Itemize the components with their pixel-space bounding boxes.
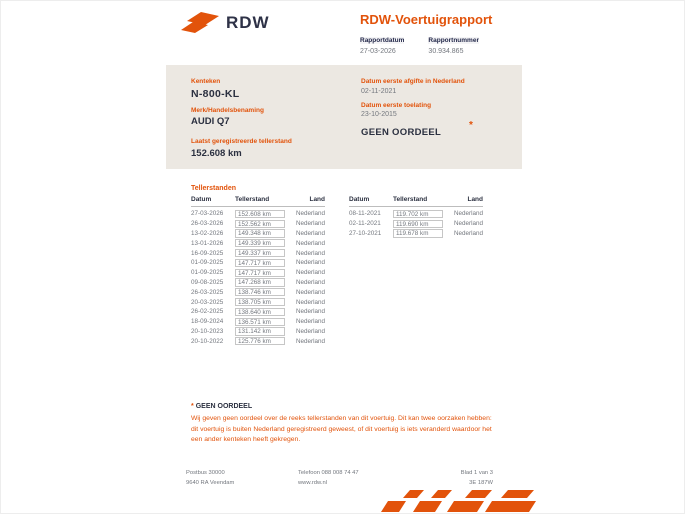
row-land: Nederland [295,308,325,316]
row-datum: 01-09-2025 [191,259,224,267]
row-tellerstand: 149.348 km [235,229,285,237]
table-header-row [349,196,483,207]
row-tellerstand: 138.705 km [235,298,285,306]
footer-address-line2: 9640 RA Veendam [186,479,235,486]
row-tellerstand: 131.142 km [235,327,285,335]
row-land: Nederland [453,229,483,237]
footer-contact [298,470,433,489]
row-datum: 26-02-2025 [191,308,224,316]
report-date [360,37,404,55]
row-tellerstand: 152.562 km [235,220,285,228]
footer-pagination [433,470,493,489]
rdw-logo-text: RDW [226,13,270,32]
row-datum: 18-09-2024 [191,318,224,326]
judgment-text: GEEN OORDEEL [361,127,442,138]
footer-doc-code: 3E 187W [469,479,493,486]
table-row [191,297,325,307]
table-body-right [349,209,483,238]
table-row [191,238,325,248]
row-datum: 08-11-2021 [349,210,381,218]
first-admission-label: Datum eerste toelating [361,101,432,109]
brand-value: AUDI Q7 [191,116,230,127]
page-footer [186,470,493,489]
row-datum: 13-01-2026 [191,239,224,247]
column-header-tellerstand: Tellerstand [393,196,428,203]
odometer-table-title: Tellerstanden [191,185,236,192]
row-tellerstand: 119.678 km [393,229,443,237]
column-header-land: Land [467,196,483,203]
report-date-label: Rapportdatum [360,37,405,44]
footer-website-link[interactable]: www.rdw.nl [298,479,327,486]
row-tellerstand: 138.746 km [235,288,285,296]
row-land: Nederland [453,220,483,228]
row-datum: 13-02-2026 [191,229,224,237]
table-row [191,209,325,219]
table-row [191,336,325,346]
table-row [191,248,325,258]
row-tellerstand: 149.337 km [235,249,285,257]
brand-label: Merk/Handelsbenaming [191,106,264,114]
report-number [428,37,479,55]
row-datum: 09-08-2025 [191,278,224,286]
report-number-value: 30.934.865 [428,48,464,55]
row-land: Nederland [295,298,325,306]
row-land: Nederland [295,337,325,345]
row-datum: 20-10-2023 [191,327,224,335]
first-issue-label: Datum eerste afgifte in Nederland [361,78,465,85]
table-row [191,327,325,337]
vehicle-identity [191,78,264,127]
row-land: Nederland [295,259,325,267]
table-row [191,307,325,317]
row-land: Nederland [295,327,325,335]
vehicle-summary-box [166,65,522,169]
last-odometer [191,138,292,159]
rdw-logo [181,9,270,37]
judgment-note-title [191,403,252,410]
table-row [191,278,325,288]
table-header-row [191,196,325,207]
table-row [191,258,325,268]
table-row [191,268,325,278]
report-title: RDW-Voertuigrapport [360,12,493,27]
column-header-datum: Datum [191,196,212,203]
row-land: Nederland [295,220,325,228]
row-tellerstand: 125.776 km [235,337,285,345]
note-title-text: GEEN OORDEEL [195,403,253,410]
table-row [191,287,325,297]
odometer-table-right [349,196,483,238]
column-header-datum: Datum [349,196,370,203]
table-row [191,229,325,239]
footer-phone: Telefoon 088 008 74 47 [298,470,359,476]
row-tellerstand: 119.702 km [393,210,443,218]
judgment-note-body: Wij geven geen oordeel over de reeks tellerstanden van dit voertuig. Dit kan twee oorzaken hebben: dit voertuig is buiten Nederland geregistreerd geweest, of dit voertuig is iets veranderd waardoor het een ander kenteken heeft gekregen. [191,415,492,444]
row-land: Nederland [453,210,483,218]
row-tellerstand: 147.268 km [235,278,285,286]
footer-address-line1: Postbus 30000 [186,470,225,476]
table-row [349,219,483,229]
row-datum: 20-10-2022 [191,337,224,345]
row-land: Nederland [295,288,325,296]
report-number-label: Rapportnummer [428,37,479,44]
row-datum: 26-03-2025 [191,288,224,296]
row-datum: 20-03-2025 [191,298,224,306]
row-tellerstand: 147.717 km [235,259,285,267]
row-land: Nederland [295,278,325,286]
note-asterisk: * [191,403,194,410]
row-land: Nederland [295,229,325,237]
table-row [349,209,483,219]
footer-page-number: Blad 1 van 3 [460,470,493,476]
kenteken-value: N-800-KL [191,87,240,100]
row-tellerstand: 147.717 km [235,269,285,277]
row-tellerstand: 149.339 km [235,239,285,247]
row-datum: 16-09-2025 [191,249,224,257]
row-tellerstand: 152.608 km [235,210,285,218]
judgment-asterisk: * [469,120,473,131]
row-datum: 27-03-2026 [191,210,224,218]
kenteken-label: Kenteken [191,78,221,85]
row-tellerstand: 136.571 km [235,318,285,326]
row-datum: 27-10-2021 [349,229,382,237]
row-datum: 01-09-2025 [191,269,224,277]
rdw-stripes-graphic [373,488,543,514]
row-tellerstand: 119.690 km [393,220,443,228]
odometer-table-left [191,196,325,346]
column-header-tellerstand: Tellerstand [235,196,270,203]
row-land: Nederland [295,269,325,277]
row-datum: 26-03-2026 [191,220,224,228]
rdw-flag-icon [181,9,221,37]
row-datum: 02-11-2021 [349,220,381,228]
odometer-value: 152.608 km [191,147,242,159]
row-tellerstand: 138.640 km [235,308,285,316]
row-land: Nederland [295,239,325,247]
row-land: Nederland [295,318,325,326]
table-row [191,317,325,327]
first-admission-value: 23-10-2015 [361,111,397,118]
row-land: Nederland [295,249,325,257]
odometer-label: Laatst geregistreerde tellerstand [191,138,292,145]
table-row [191,219,325,229]
table-body-left [191,209,325,346]
column-header-land: Land [309,196,325,203]
first-issue-value: 02-11-2021 [361,87,397,95]
registration-dates [361,78,465,125]
table-row [349,229,483,239]
footer-address [186,470,298,489]
report-date-value: 27-03-2026 [360,48,396,55]
report-meta [360,37,479,55]
row-land: Nederland [295,210,325,218]
